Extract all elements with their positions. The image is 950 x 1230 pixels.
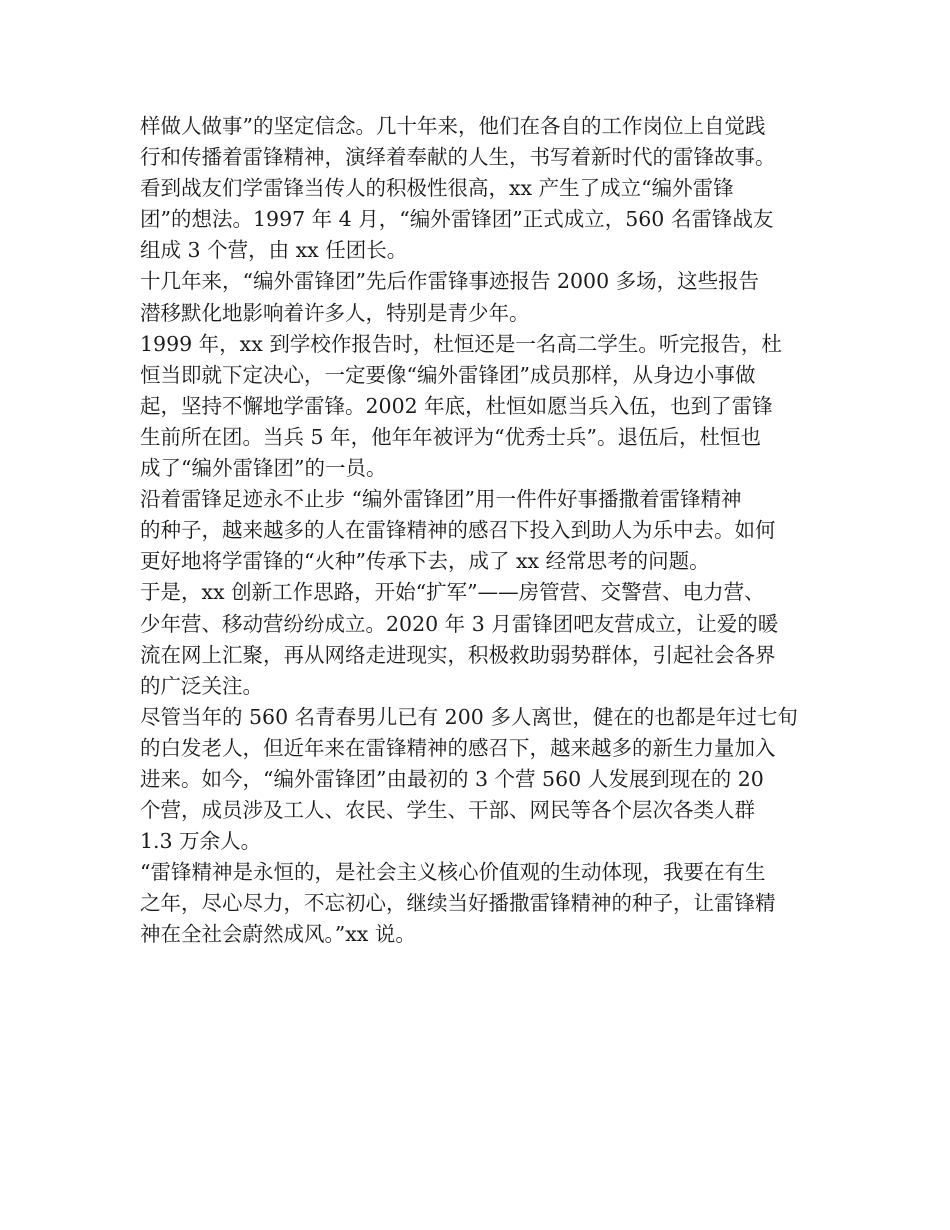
text-line: 个营，成员涉及工人、农民、学生、干部、网民等各个层次各类人群 — [140, 798, 755, 823]
text-line: 团”的想法。1997 年 4 月，“编外雷锋团”正式成立，560 名雷锋战友 — [140, 207, 774, 232]
text-line: 尽管当年的 560 名青春男儿已有 200 多人离世，健在的也都是年过七旬 — [140, 704, 798, 729]
paragraph-3 — [140, 266, 815, 328]
text-line: 组成 3 个营，由 xx 任团长。 — [140, 238, 408, 263]
paragraph-7 — [140, 702, 815, 857]
paragraph-5 — [140, 484, 815, 577]
text-line: 十几年来，“编外雷锋团”先后作雷锋事迹报告 2000 多场，这些报告 — [140, 269, 760, 294]
text-line: “雷锋精神是永恒的，是社会主义核心价值观的生动体现，我要在有生 — [140, 860, 766, 885]
paragraph-1 — [140, 111, 815, 173]
text-line: 潜移默化地影响着许多人，特别是青少年。 — [140, 300, 530, 325]
text-line: 的种子，越来越多的人在雷锋精神的感召下投入到助人为乐中去。如何 — [140, 518, 776, 543]
paragraph-8 — [140, 857, 815, 950]
text-line: 流在网上汇聚，再从网络走进现实，积极救助弱势群体，引起社会各界 — [140, 642, 776, 667]
paragraph-6 — [140, 577, 815, 701]
text-line: 沿着雷锋足迹永不止步 “编外雷锋团”用一件件好事播撒着雷锋精神 — [140, 487, 742, 512]
text-line: 于是，xx 创新工作思路，开始“扩军”——房管营、交警营、电力营、 — [140, 580, 765, 605]
text-line: 看到战友们学雷锋当传人的积极性很高，xx 产生了成立“编外雷锋 — [140, 176, 734, 201]
text-line: 神在全社会蔚然成风。”xx 说。 — [140, 922, 416, 947]
text-line: 少年营、移动营纷纷成立。2020 年 3 月雷锋团吧友营成立，让爱的暖 — [140, 611, 779, 636]
article-body — [140, 111, 815, 951]
text-line: 起，坚持不懈地学雷锋。2002 年底，杜恒如愿当兵入伍，也到了雷锋 — [140, 393, 773, 418]
paragraph-4 — [140, 329, 815, 484]
text-line: 1999 年，xx 到学校作报告时，杜恒还是一名高二学生。听完报告，杜 — [140, 331, 782, 356]
text-line: 之年，尽心尽力，不忘初心，继续当好播撒雷锋精神的种子，让雷锋精 — [140, 891, 776, 916]
text-line: 生前所在团。当兵 5 年，他年年被评为“优秀士兵”。退伍后，杜恒也 — [140, 424, 762, 449]
text-line: 恒当即就下定决心，一定要像“编外雷锋团”成员那样，从身边小事做 — [140, 362, 756, 387]
text-line: 样做人做事”的坚定信念。几十年来，他们在各自的工作岗位上自觉践 — [140, 114, 766, 138]
paragraph-2 — [140, 173, 815, 266]
text-line: 更好地将学雷锋的“火种”传承下去，成了 xx 经常思考的问题。 — [140, 549, 710, 574]
text-line: 的广泛关注。 — [140, 673, 263, 698]
text-line: 的白发老人，但近年来在雷锋精神的感召下，越来越多的新生力量加入 — [140, 735, 776, 760]
text-line: 成了“编外雷锋团”的一员。 — [140, 456, 387, 481]
text-line: 1.3 万余人。 — [140, 829, 262, 854]
text-line: 进来。如今，“编外雷锋团”由最初的 3 个营 560 人发展到现在的 20 — [140, 766, 764, 791]
text-line: 行和传播着雷锋精神，演绎着奉献的人生，书写着新时代的雷锋故事。 — [140, 145, 776, 170]
